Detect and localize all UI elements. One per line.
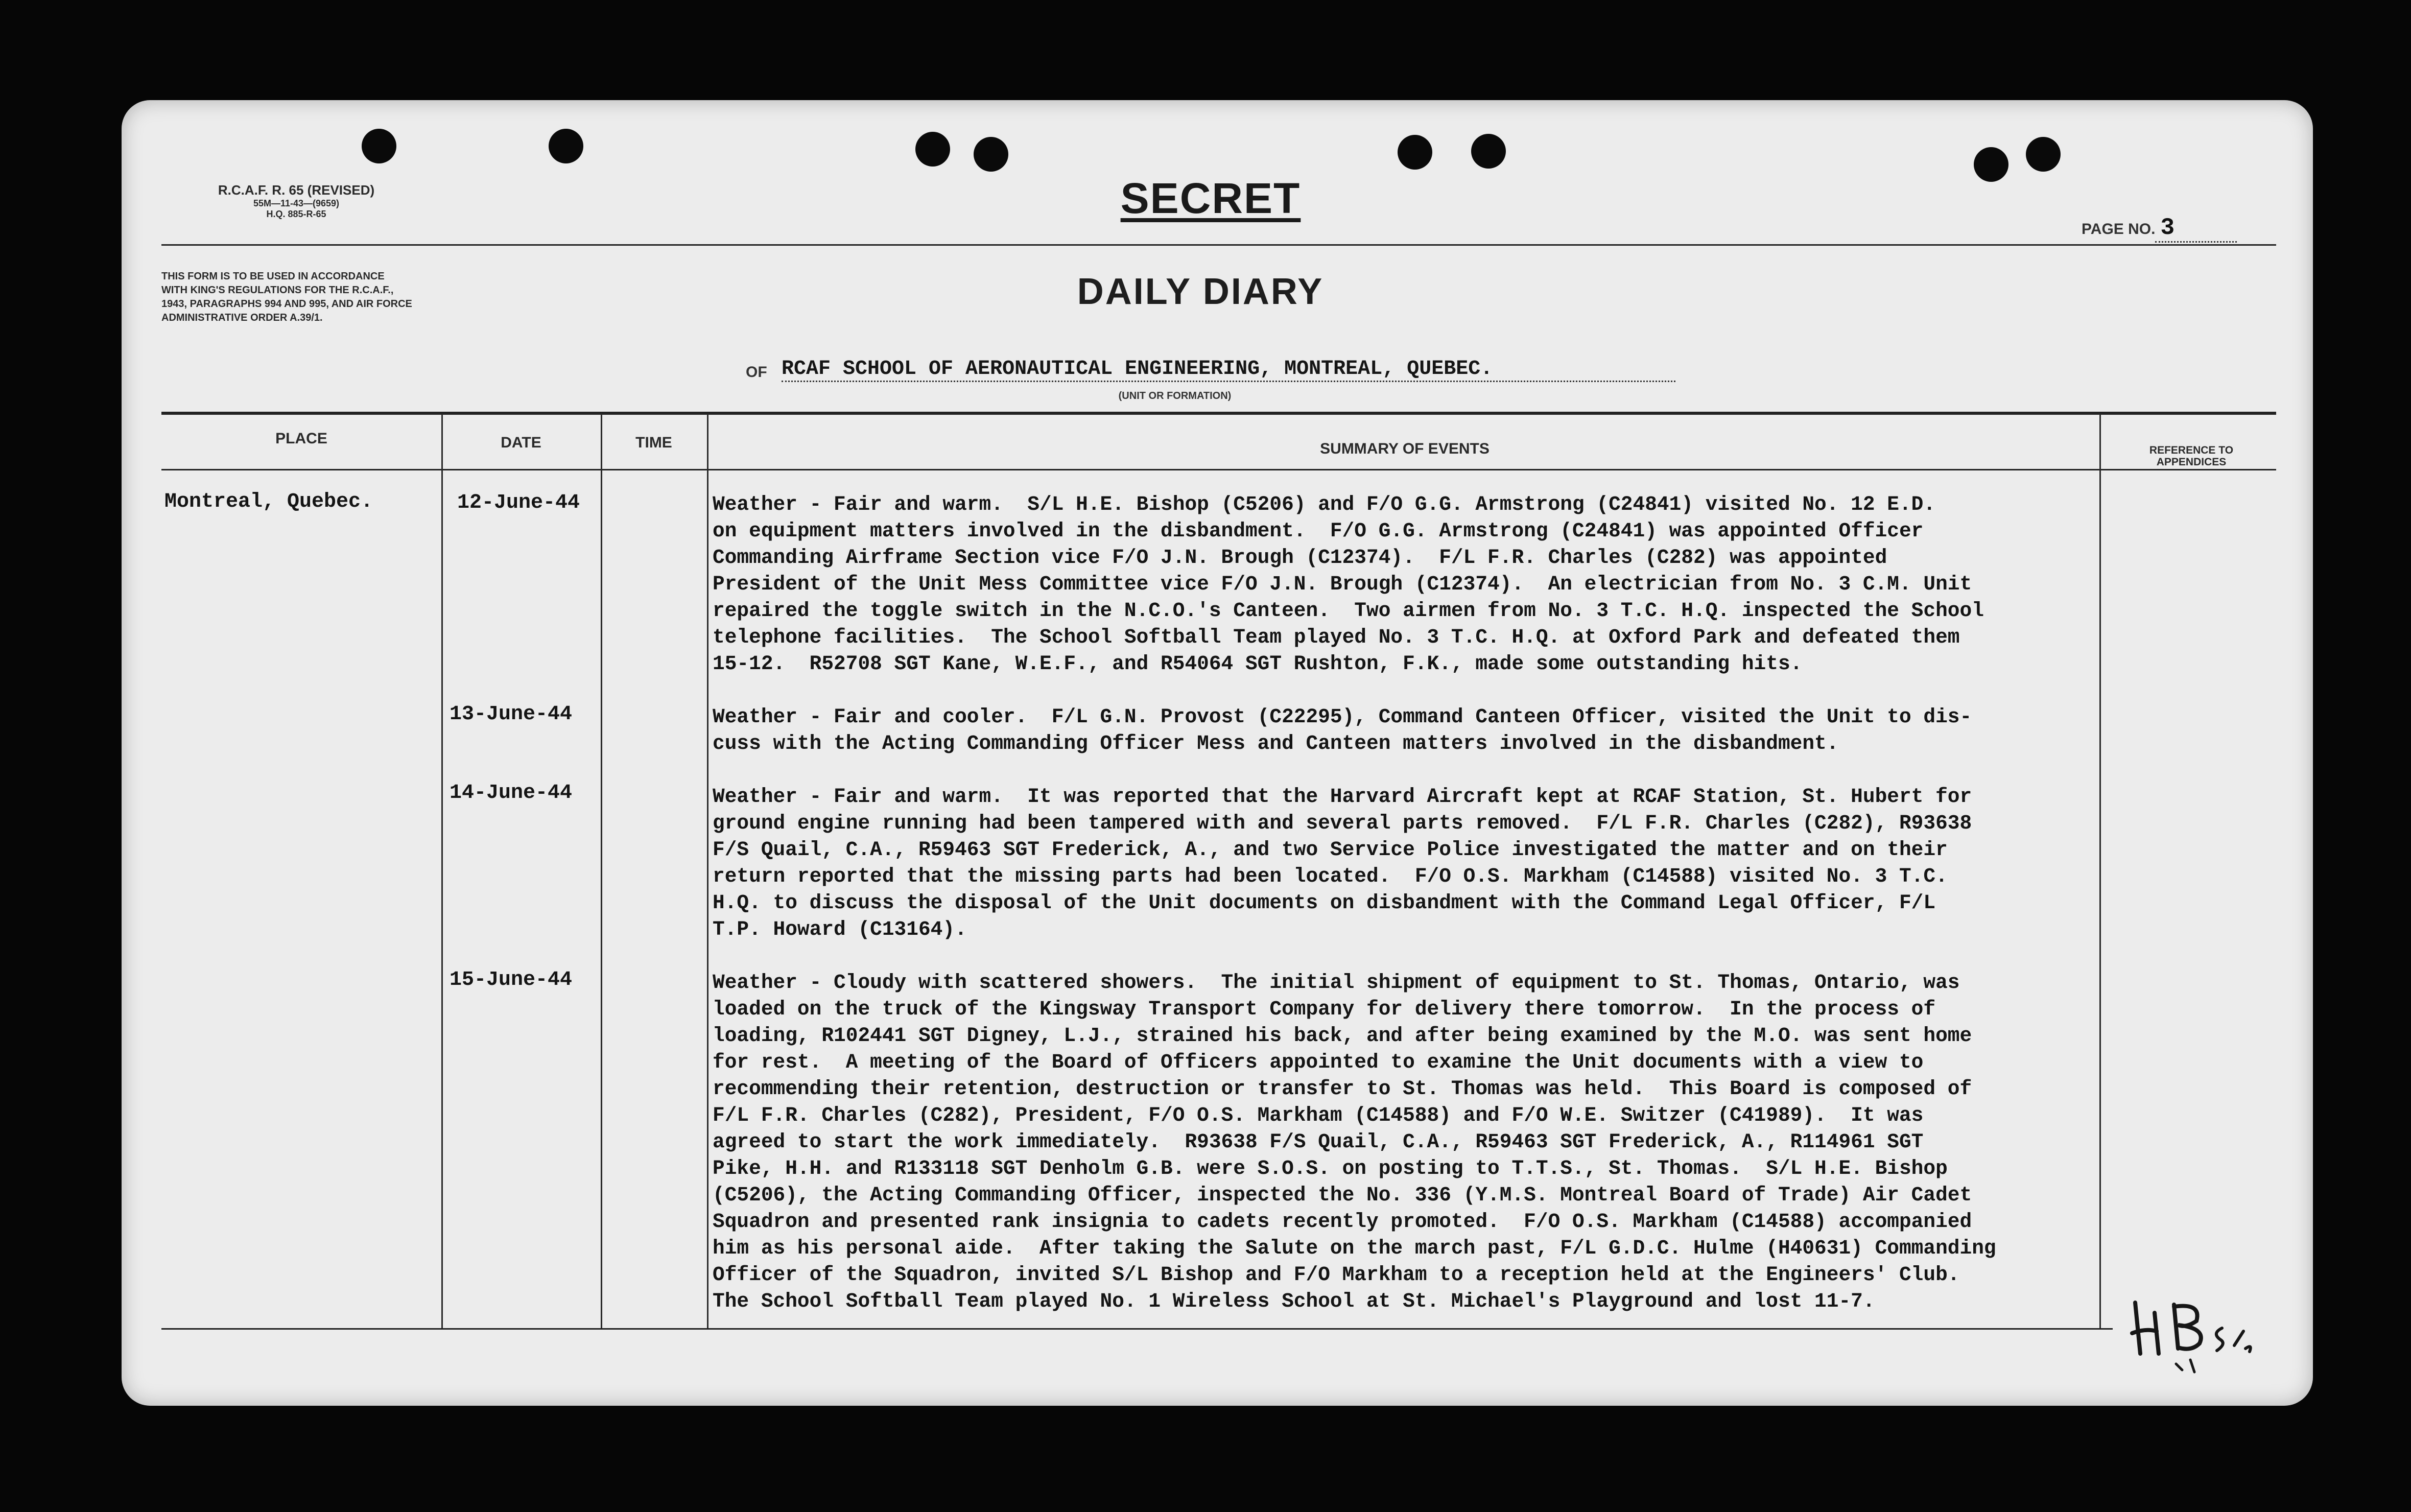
- punch-hole: [1471, 134, 1506, 169]
- page-number-value: 3: [2155, 215, 2237, 243]
- punch-hole: [974, 137, 1008, 172]
- column-header-place: PLACE: [275, 430, 327, 447]
- handwritten-initials: [2125, 1282, 2278, 1374]
- form-title: DAILY DIARY: [1077, 271, 1324, 312]
- punch-hole: [1398, 135, 1432, 170]
- entry-summary: Weather - Fair and cooler. F/L G.N. Provost (C22295), Command Canteen Officer, visited the Unit to dis- cuss with the Acting Commanding Officer Mess and Canteen matters involved in the disbandment.: [713, 705, 1972, 755]
- form-identification: [176, 183, 416, 219]
- unit-caption: (UNIT OR FORMATION): [1118, 390, 1232, 401]
- entry-summary: Weather - Fair and warm. It was reported that the Harvard Aircraft kept at RCAF Station, St. Hubert for ground engine running had been tampered with and several parts removed. F/L F.R. Charles (C282), R93638 F/S Quail, C.A., R59463 SGT Frederick, A., and two Service Police investigated the matter and on their return reported that the missing parts had been located. F/O O.S. Markham (C14588) visited No. 3 T.C. H.Q. to discuss the disposal of the Unit documents on disbandment with the Command Legal Officer, F/L T.P. Howard (C13164).: [713, 785, 1972, 941]
- punch-hole: [549, 129, 583, 163]
- entry-date: 13-June-44: [450, 703, 573, 726]
- regulation-note-line: THIS FORM IS TO BE USED IN ACCORDANCE: [161, 271, 385, 282]
- table-bottom-rule: [161, 1328, 2113, 1330]
- unit-name: RCAF SCHOOL OF AERONAUTICAL ENGINEERING, MONTREAL, QUEBEC.: [782, 358, 1675, 382]
- column-header-summary: SUMMARY OF EVENTS: [1320, 440, 1490, 457]
- column-divider: [707, 414, 708, 1328]
- form-number: R.C.A.F. R. 65 (REVISED): [218, 182, 375, 198]
- column-header-reference: REFERENCE TO APPENDICES: [2149, 444, 2234, 468]
- punch-hole: [1974, 147, 2008, 182]
- table-top-rule: [161, 412, 2276, 415]
- column-divider: [601, 414, 602, 1328]
- entry-summary: Weather - Cloudy with scattered showers. The initial shipment of equipment to St. Thomas, Ontario, was loaded on the truck of the Kingsway Transport Company for delivery there tomorrow. In the process of loading, R102441 SGT Digney, L.J., strained his back, and after being examined by the M.O. was sent home for rest. A meeting of the Board of Officers appointed to examine the Unit documents with a view to recommending their retention, destruction or transfer to St. Thomas was held. This Board is composed of F/L F.R. Charles (C282), President, F/O O.S. Markham (C14588) and F/O W.E. Switzer (C41989). It was agreed to start the work immediately. R93638 F/S Quail, C.A., R59463 SGT Frederick, A., R114961 SGT Pike, H.H. and R133118 SGT Denholm G.B. were S.O.S. on posting to T.T.S., St. Thomas. S/L H.E. Bishop (C5206), the Acting Commanding Officer, inspected the No. 336 (Y.M.S. Montreal Board of Trade) Air Cadet Squadron and presented rank insignia to cadets recently promoted. F/O O.S. Markham (C14588) accompanied him as his personal aide. After taking the Salute on the march past, F/L G.D.C. Hulme (H40631) Commanding Officer of the Squadron, invited S/L Bishop and F/O Markham to a reception held at the Engineers' Club. The School Softball Team played No. 1 Wireless School at St. Michael's Playground and lost 11-7.: [713, 971, 1996, 1313]
- entry-date: 15-June-44: [450, 968, 573, 991]
- page-number-label: PAGE NO.: [2082, 221, 2156, 238]
- column-divider: [441, 414, 443, 1328]
- entry-date: 12-June-44: [457, 491, 580, 514]
- entry-summary: Weather - Fair and warm. S/L H.E. Bishop (C5206) and F/O G.G. Armstrong (C24841) visited No. 12 E.D. on equipment matters involved in the disbandment. F/O G.G. Armstrong (C24841) was appointed Officer Commanding Airframe Section vice F/O J.N. Brough (C12374). F/L F.R. Charles (C282) was appointed President of the Unit Mess Committee vice F/O J.N. Brough (C12374). An electrician from No. 3 C.M. Unit repaired the toggle switch in the N.C.O.'s Canteen. Two airmen from No. 3 T.C. H.Q. inspected the School telephone facilities. The School Softball Team played No. 3 T.C. H.Q. at Oxford Park and defeated them 15-12. R52708 SGT Kane, W.E.F., and R54064 SGT Rushton, F.K., made some outstanding hits.: [713, 493, 1984, 675]
- place-cell: Montreal, Quebec.: [164, 490, 373, 513]
- header-rule: [161, 244, 2276, 246]
- entry-date: 14-June-44: [450, 782, 573, 805]
- regulation-note-line: 1943, PARAGRAPHS 994 AND 995, AND AIR FORCE: [161, 298, 412, 310]
- hq-reference: H.Q. 885-R-65: [266, 208, 326, 219]
- column-header-date: DATE: [501, 434, 541, 451]
- column-header-rule: [161, 469, 2276, 470]
- page-number-field: [2082, 215, 2237, 243]
- punch-hole: [915, 132, 950, 167]
- punch-hole: [2026, 137, 2061, 172]
- regulation-note-line: WITH KING'S REGULATIONS FOR THE R.C.A.F.,: [161, 285, 394, 296]
- regulation-note-line: ADMINISTRATIVE ORDER A.39/1.: [161, 312, 323, 323]
- punch-hole: [362, 129, 396, 163]
- regulation-note: [161, 270, 570, 325]
- unit-prefix-label: OF: [746, 364, 767, 381]
- print-code: 55M—11-43—(9659): [253, 198, 340, 208]
- classification-heading: SECRET: [1120, 174, 1301, 222]
- column-header-time: TIME: [635, 434, 672, 451]
